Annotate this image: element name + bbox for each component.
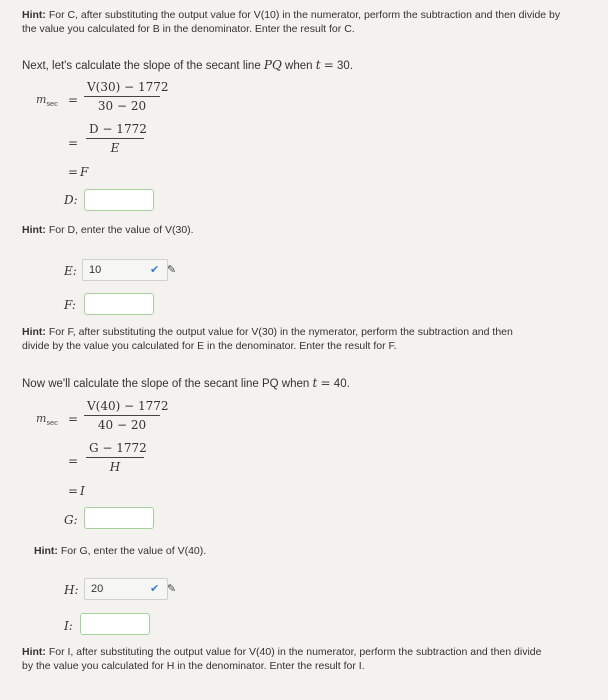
answer-f-label: F:	[64, 298, 76, 312]
pencil-icon[interactable]: ✎	[167, 264, 177, 276]
hint-f: Hint: For F, after substituting the output value for V(30) in the nymerator, perform the subtraction and then divide by the value you calculated for E in the denominator. Enter the result for F.	[22, 326, 513, 352]
answer-g-label: G:	[64, 513, 78, 527]
answer-i-label: I:	[64, 619, 73, 633]
section-30-intro: Next, let's calculate the slope of the secant line PQ when t = 30.	[22, 58, 354, 72]
result-var-i: I	[80, 484, 85, 498]
fraction-v40: $\frac{V(40) - 1772}{40 - 20}$	[84, 399, 160, 432]
answer-e-input[interactable]: 10	[82, 259, 168, 281]
hint-text: For C, after substituting the output value for V(10) in the numerator, perform the subtraction and then divide by the value you calculated for B in the denominator. Enter the result for C.	[22, 9, 561, 35]
equals-sign: =	[68, 454, 79, 468]
check-icon: ✔	[150, 583, 160, 595]
hint-c	[22, 8, 562, 36]
hint-d: Hint: For D, enter the value of V(30).	[22, 224, 194, 236]
equals-sign: =	[68, 412, 79, 426]
answer-d-input[interactable]	[84, 189, 154, 211]
check-icon: ✔	[150, 264, 160, 276]
equals-sign: =	[68, 93, 79, 107]
hint-i: Hint: For I, after substituting the output value for V(40) in the numerator, perform the subtraction and then divide by the value you calculated for H in the denominator. Enter the result for I.	[22, 646, 542, 672]
answer-i-input[interactable]	[80, 613, 150, 635]
answer-d-label: D:	[64, 193, 78, 207]
answer-h-label: H:	[64, 583, 79, 597]
pencil-icon[interactable]: ✎	[167, 583, 177, 595]
answer-e-label: E:	[64, 264, 77, 278]
msec-symbol: $m_{sec}$	[36, 412, 59, 428]
equals-sign: =	[68, 136, 79, 150]
answer-f-input[interactable]	[84, 293, 154, 315]
section-40-intro: Now we'll calculate the slope of the secant line PQ when t = 40.	[22, 376, 350, 390]
hint-g: Hint: For G, enter the value of V(40).	[34, 545, 207, 557]
answer-h-input[interactable]: 20	[84, 578, 168, 600]
fraction-d: $\frac{D - 1772}{E}$	[86, 122, 144, 155]
fraction-v30: $\frac{V(30) - 1772}{30 - 20}$	[84, 80, 160, 113]
answer-g-input[interactable]	[84, 507, 154, 529]
hint-label: Hint:	[22, 9, 46, 21]
msec-symbol: $m_{sec}$	[36, 93, 59, 109]
equals-sign: =	[68, 165, 79, 179]
result-var-f: F	[80, 165, 89, 179]
equals-sign: =	[68, 484, 79, 498]
fraction-g: $\frac{G - 1772}{H}$	[86, 441, 144, 474]
